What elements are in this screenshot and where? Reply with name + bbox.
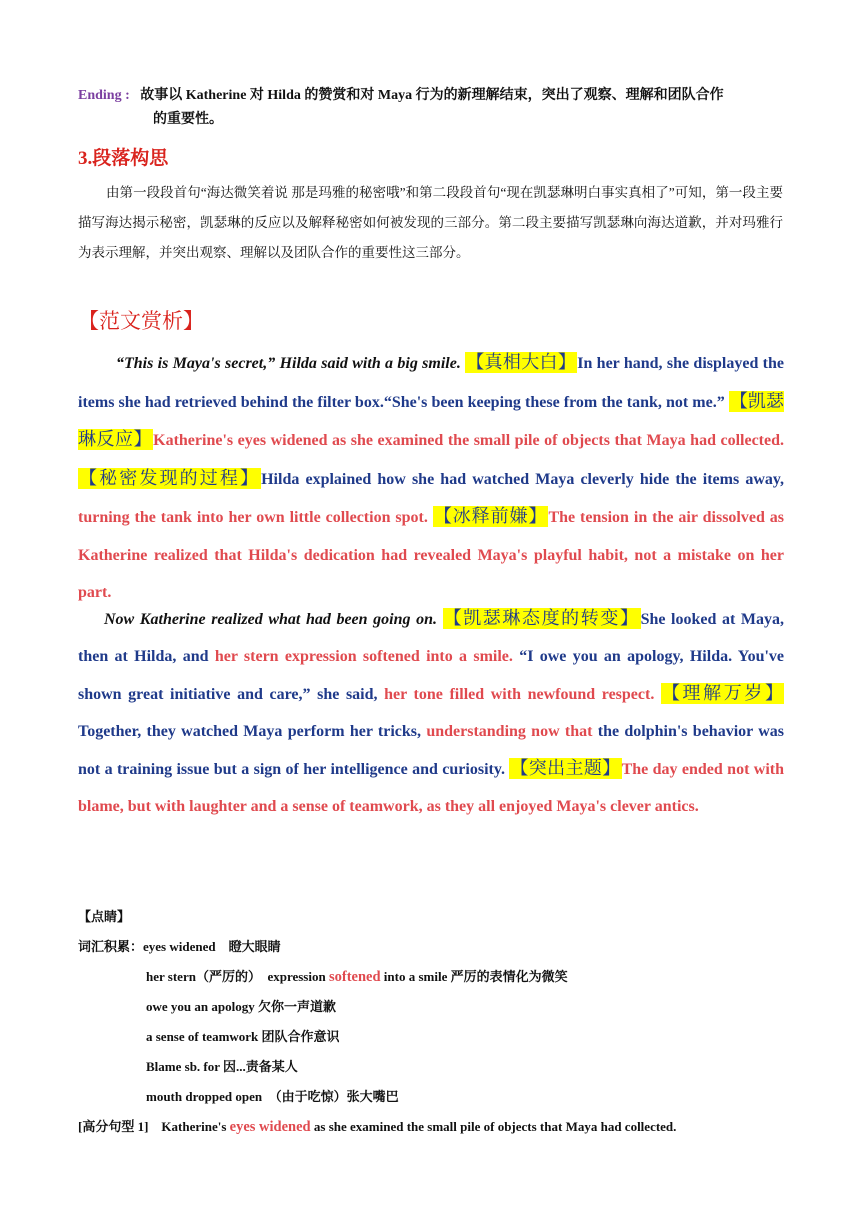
essay-sentence: “This is Maya's secret,” Hilda said with a big smile. <box>116 355 461 372</box>
ending-label: Ending : <box>78 88 130 103</box>
pattern-part: Katherine's <box>161 1119 227 1134</box>
notes-heading: 【点睛】 <box>78 909 131 924</box>
notes-section <box>78 902 798 1142</box>
vocab-item: eyes widened 瞪大眼睛 <box>143 939 281 954</box>
essay-tag: 【凯瑟琳反应】 <box>78 390 784 450</box>
section-paragraph: 由第一段段首句“海达微笑着说 那是玛雅的秘密哦”和第二段段首句“现在凯瑟琳明白事实真相了”可知，第一段主要描写海达揭示秘密，凯瑟琳的反应以及解释秘密如何被发现的三部分。第二段主要描写凯瑟琳向海达道歉，并对玛雅行为表示理解，并突出观察、理解以及团队合作的重要性这三部分。 <box>78 185 783 260</box>
essay-sentence: understanding now that <box>426 723 593 740</box>
vocab-line <box>78 932 798 962</box>
vocab-item: mouth dropped open （由于吃惊）张大嘴巴 <box>146 1089 399 1104</box>
essay-tag: 【真相大白】 <box>466 352 577 373</box>
essay-sentence: Katherine's eyes widened as she examined the small pile of objects that Maya had collected. <box>153 432 785 449</box>
essay-sentence: her stern expression softened into a smile. <box>214 648 513 665</box>
vocab-item: a sense of teamwork 团队合作意识 <box>146 1029 340 1044</box>
section-heading: 3.段落构思 <box>78 148 169 169</box>
essay-paragraph-1 <box>78 344 784 612</box>
essay-sentence: Hilda explained how she had watched Maya cleverly hide the items away, <box>261 470 785 488</box>
essay-sentence: She looked at Maya, then at Hilda, and <box>78 611 785 665</box>
sentence-pattern <box>78 1112 798 1142</box>
pattern-part: as she examined the small pile of objects that Maya had collected. <box>313 1119 677 1134</box>
essay-sentence: The tension in the air dissolved as Katherine realized that Hilda's dedication had revealed Maya's playful habit, not a mistake on her part. <box>78 509 785 601</box>
essay-tag: 【冰释前嫌】 <box>433 506 548 527</box>
vocab-item: owe you an apology 欠你一声道歉 <box>146 999 336 1014</box>
pattern-label: [高分句型 1] <box>78 1119 149 1134</box>
vocab-part: her stern（严厉的） expression <box>146 969 326 984</box>
essay-sentence: her tone filled with newfound respect. <box>384 686 655 703</box>
pattern-highlight: eyes widened <box>229 1119 311 1135</box>
essay-sentence: The day ended not with blame, but with laughter and a sense of teamwork, as they all enjoyed Maya's clever antics. <box>78 761 785 815</box>
vocab-part: into a smile 严厉的表情化为微笑 <box>383 969 568 984</box>
essay-tag: 【理解万岁】 <box>661 683 783 704</box>
ending-summary <box>78 84 783 132</box>
essay-sentence: “I owe you an apology, Hilda. You've shown great initiative and care,” she said, <box>78 648 785 703</box>
vocab-item <box>78 962 798 992</box>
model-essay-heading: 【范文赏析】 <box>78 309 204 333</box>
essay-sentence: Together, they watched Maya perform her tricks, <box>78 723 422 740</box>
essay-tag: 【突出主题】 <box>510 758 621 779</box>
essay-paragraph-2 <box>78 600 784 825</box>
vocab-item: Blame sb. for 因...责备某人 <box>146 1059 298 1074</box>
essay-sentence: turning the tank into her own little collection spot. <box>78 509 428 526</box>
essay-sentence: In her hand, she displayed the items she had retrieved behind the filter box.“She's been keeping these from the tank, not me.” <box>78 355 785 411</box>
essay-tag: 【秘密发现的过程】 <box>79 467 261 489</box>
vocab-highlight: softened <box>328 969 381 985</box>
essay-sentence: Now Katherine realized what had been going on. <box>104 611 437 628</box>
ending-text: 故事以 Katherine 对 Hilda 的赞赏和对 Maya 行为的新理解结束，突出了观察、理解和团队合作 <box>140 88 724 103</box>
essay-sentence: the dolphin's behavior was not a training issue but a sign of her intelligence and curiosity. <box>78 723 785 778</box>
essay-tag: 【凯瑟琳态度的转变】 <box>443 608 640 629</box>
vocab-label: 词汇积累： <box>78 939 144 954</box>
ending-text-cont: 的重要性。 <box>153 112 223 127</box>
